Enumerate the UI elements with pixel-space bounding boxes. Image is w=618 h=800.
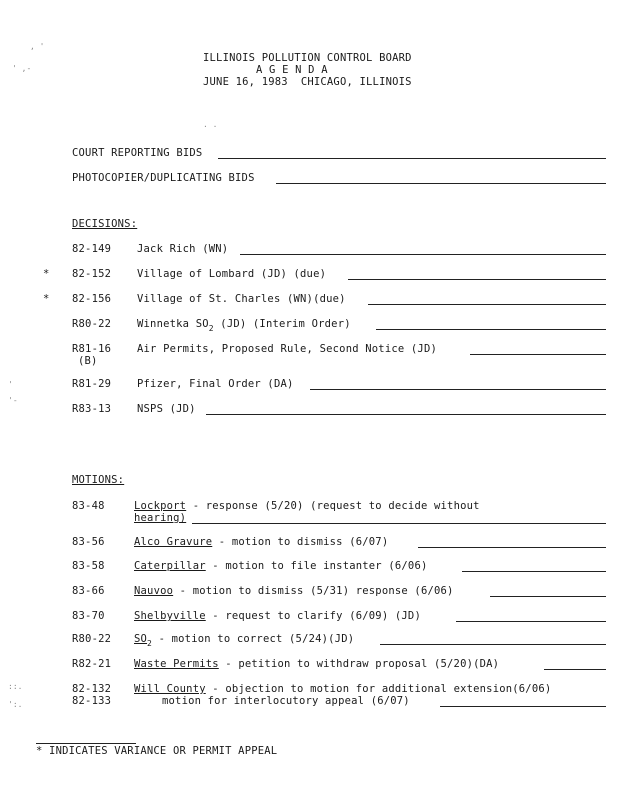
fill-line: [490, 596, 606, 597]
motion-detail: - motion to file instanter (6/06): [205, 560, 428, 572]
fill-line: [440, 706, 606, 707]
motion-detail: - motion to correct (5/24)(JD): [152, 633, 355, 645]
scan-speck: ::.: [8, 682, 23, 691]
party-name: SO: [134, 633, 148, 645]
fill-line: [470, 354, 606, 355]
party-name: Alco Gravure: [134, 536, 213, 548]
fill-line: [380, 644, 606, 645]
case-number: 82-156: [72, 293, 112, 305]
case-number: 82-152: [72, 268, 112, 280]
case-number: 83-66: [72, 585, 105, 597]
case-number: R83-13: [72, 403, 112, 415]
case-number: R82-21: [72, 658, 112, 670]
fill-line: [418, 547, 606, 548]
case-title: Village of Lombard (JD) (due): [137, 268, 327, 280]
scan-speck: '-: [8, 396, 18, 405]
case-number: R81-16: [72, 343, 112, 355]
decisions-heading: DECISIONS:: [72, 218, 138, 230]
fill-line: [456, 621, 606, 622]
scan-speck: . .: [203, 120, 218, 129]
court-reporting-bids: COURT REPORTING BIDS: [72, 147, 203, 159]
case-number: 82-132: [72, 683, 112, 695]
case-title: Air Permits, Proposed Rule, Second Notice (JD): [137, 343, 437, 355]
case-number: 83-48: [72, 500, 105, 512]
scan-speck: ':.: [8, 700, 23, 709]
case-number-second: 82-133: [72, 695, 112, 707]
fill-line: [276, 183, 606, 184]
agenda-title: A G E N D A: [256, 64, 328, 76]
motion-text: [134, 585, 454, 597]
date-place: JUNE 16, 1983 CHICAGO, ILLINOIS: [203, 76, 412, 88]
case-number: 83-56: [72, 536, 105, 548]
case-title: Jack Rich (WN): [137, 243, 229, 255]
motion-text: [134, 536, 388, 548]
case-number: 83-58: [72, 560, 105, 572]
motion-detail: - response (5/20) (request to decide without: [186, 500, 480, 512]
motion-detail: - objection to motion for additional extension(6/06): [205, 683, 552, 695]
motion-text: [134, 500, 480, 512]
motion-continuation: motion for interlocutory appeal (6/07): [162, 695, 410, 707]
subscript: 2: [208, 324, 214, 333]
case-number-suffix: (B): [78, 355, 98, 367]
variance-star: *: [43, 293, 50, 305]
photocopier-bids: PHOTOCOPIER/DUPLICATING BIDS: [72, 172, 255, 184]
motion-text: [134, 610, 421, 622]
footnote: * INDICATES VARIANCE OR PERMIT APPEAL: [36, 745, 278, 757]
fill-line: [240, 254, 606, 255]
fill-line: [348, 279, 606, 280]
party-name: Waste Permits: [134, 658, 219, 670]
party-name: Shelbyville: [134, 610, 206, 622]
case-title: NSPS (JD): [137, 403, 196, 415]
motion-text: [134, 658, 499, 670]
subscript: 2: [147, 639, 153, 648]
footnote-rule: [36, 743, 136, 744]
party-name: Will County: [134, 683, 206, 695]
scan-speck: ' ,-: [12, 64, 32, 73]
fill-line: [192, 523, 606, 524]
motion-detail: - motion to dismiss (5/31) response (6/06): [173, 585, 454, 597]
party-name: Lockport: [134, 500, 187, 512]
fill-line: [376, 329, 606, 330]
case-number: R80-22: [72, 633, 112, 645]
case-title: Village of St. Charles (WN)(due): [137, 293, 346, 305]
motion-detail: - request to clarify (6/09) (JD): [205, 610, 421, 622]
fill-line: [310, 389, 606, 390]
fill-line: [368, 304, 606, 305]
motion-detail: - petition to withdraw proposal (5/20)(DA): [218, 658, 500, 670]
scan-speck: , ': [30, 42, 45, 51]
fill-line: [462, 571, 606, 572]
party-name: Nauvoo: [134, 585, 174, 597]
motion-text: [134, 683, 551, 695]
case-number: R81-29: [72, 378, 112, 390]
scan-speck: ': [8, 380, 13, 389]
case-title-a: Winnetka SO: [137, 318, 209, 330]
motion-text: [134, 560, 427, 572]
motion-continuation: hearing): [134, 512, 187, 524]
case-number: R80-22: [72, 318, 112, 330]
fill-line: [544, 669, 606, 670]
org-title: ILLINOIS POLLUTION CONTROL BOARD: [203, 52, 412, 64]
variance-star: *: [43, 268, 50, 280]
motions-heading: MOTIONS:: [72, 474, 125, 486]
motion-detail: - motion to dismiss (6/07): [212, 536, 389, 548]
party-name: Caterpillar: [134, 560, 206, 572]
case-title-b: (JD) (Interim Order): [213, 318, 351, 330]
case-title: Pfizer, Final Order (DA): [137, 378, 294, 390]
case-number: 82-149: [72, 243, 112, 255]
fill-line: [218, 158, 606, 159]
case-number: 83-70: [72, 610, 105, 622]
case-title: [137, 318, 351, 333]
fill-line: [206, 414, 606, 415]
motion-text: [134, 633, 355, 648]
